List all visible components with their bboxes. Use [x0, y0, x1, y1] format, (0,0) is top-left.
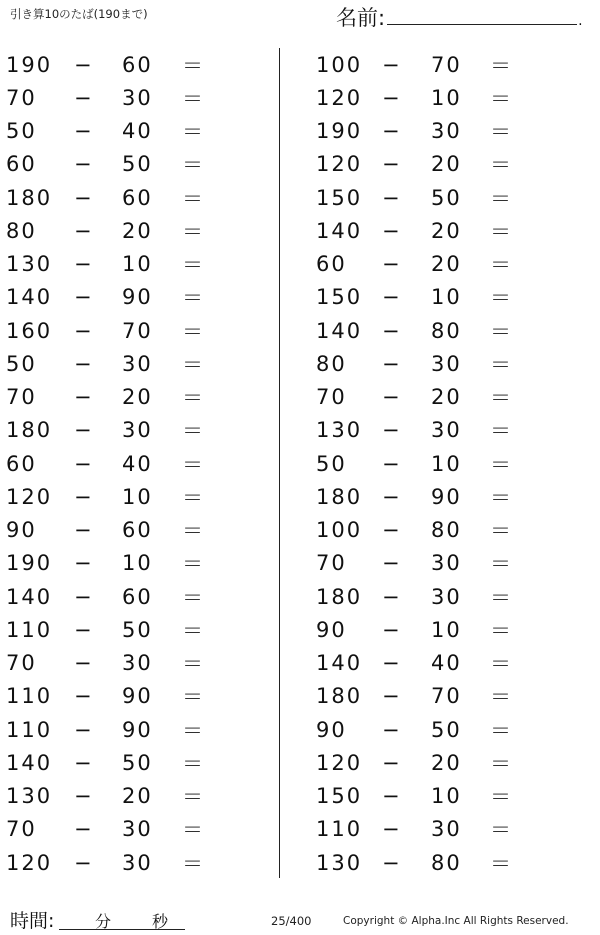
minuend: 120 — [316, 152, 363, 177]
page-number: 25/400 — [271, 914, 312, 928]
equals-sign: ＝ — [182, 53, 205, 78]
subtrahend: 30 — [431, 119, 462, 144]
minuend: 150 — [316, 784, 363, 809]
minus-sign: − — [74, 551, 94, 576]
minus-sign: − — [74, 617, 94, 642]
subtrahend: 30 — [431, 817, 462, 842]
minus-sign: − — [74, 185, 94, 210]
equals-sign: ＝ — [490, 519, 513, 544]
minus-sign: − — [382, 351, 402, 376]
subtrahend: 40 — [122, 119, 153, 144]
seconds-label: 秒 — [152, 912, 169, 931]
subtrahend: 40 — [431, 651, 462, 676]
subtrahend: 80 — [431, 518, 462, 543]
minus-sign: − — [382, 451, 402, 476]
minus-sign: − — [382, 750, 402, 775]
minuend: 90 — [316, 617, 347, 642]
equals-sign: ＝ — [490, 419, 513, 444]
subtrahend: 50 — [122, 750, 153, 775]
minus-sign: − — [74, 351, 94, 376]
minus-sign: − — [382, 119, 402, 144]
equals-sign: ＝ — [490, 485, 513, 510]
minuend: 60 — [316, 252, 347, 277]
minuend: 110 — [316, 817, 363, 842]
minuend: 100 — [316, 518, 363, 543]
equals-sign: ＝ — [182, 419, 205, 444]
subtrahend: 50 — [431, 717, 462, 742]
equals-sign: ＝ — [490, 851, 513, 876]
subtrahend: 50 — [122, 152, 153, 177]
minus-sign: − — [74, 52, 94, 77]
subtrahend: 80 — [431, 850, 462, 875]
equals-sign: ＝ — [490, 652, 513, 677]
minuend: 70 — [6, 385, 37, 410]
minuend: 90 — [6, 518, 37, 543]
minuend: 160 — [6, 318, 53, 343]
minuend: 140 — [316, 651, 363, 676]
equals-sign: ＝ — [490, 253, 513, 278]
subtrahend: 30 — [122, 418, 153, 443]
equals-sign: ＝ — [182, 253, 205, 278]
minus-sign: − — [382, 252, 402, 277]
minuend: 120 — [316, 750, 363, 775]
equals-sign: ＝ — [490, 319, 513, 344]
subtrahend: 30 — [122, 651, 153, 676]
equals-sign: ＝ — [182, 86, 205, 111]
minus-sign: − — [74, 584, 94, 609]
subtrahend: 60 — [122, 584, 153, 609]
equals-sign: ＝ — [490, 718, 513, 743]
equals-sign: ＝ — [490, 153, 513, 178]
minuend: 110 — [6, 684, 53, 709]
equals-sign: ＝ — [182, 286, 205, 311]
minuend: 140 — [6, 285, 53, 310]
equals-sign: ＝ — [182, 485, 205, 510]
equals-sign: ＝ — [182, 386, 205, 411]
equals-sign: ＝ — [490, 618, 513, 643]
equals-sign: ＝ — [182, 219, 205, 244]
subtrahend: 60 — [122, 185, 153, 210]
equals-sign: ＝ — [490, 585, 513, 610]
equals-sign: ＝ — [490, 785, 513, 810]
minutes-label: 分 — [95, 912, 112, 931]
minuend: 180 — [6, 418, 53, 443]
equals-sign: ＝ — [490, 219, 513, 244]
minus-sign: − — [74, 750, 94, 775]
minuend: 150 — [316, 285, 363, 310]
subtrahend: 10 — [122, 252, 153, 277]
name-label: 名前: — [336, 6, 386, 30]
minuend: 140 — [316, 318, 363, 343]
subtrahend: 30 — [431, 551, 462, 576]
minuend: 150 — [316, 185, 363, 210]
minuend: 190 — [6, 551, 53, 576]
copyright-text: Copyright © Alpha.Inc All Rights Reserved. — [343, 915, 569, 927]
subtrahend: 90 — [122, 684, 153, 709]
minuend: 70 — [316, 385, 347, 410]
minuend: 180 — [316, 484, 363, 509]
subtrahend: 10 — [431, 85, 462, 110]
minuend: 120 — [6, 850, 53, 875]
equals-sign: ＝ — [490, 352, 513, 377]
minuend: 190 — [316, 119, 363, 144]
minus-sign: − — [382, 484, 402, 509]
minuend: 70 — [6, 651, 37, 676]
subtrahend: 30 — [431, 584, 462, 609]
equals-sign: ＝ — [182, 718, 205, 743]
equals-sign: ＝ — [182, 818, 205, 843]
minus-sign: − — [382, 85, 402, 110]
equals-sign: ＝ — [182, 552, 205, 577]
minus-sign: − — [74, 385, 94, 410]
minus-sign: − — [74, 252, 94, 277]
minus-sign: − — [74, 850, 94, 875]
minuend: 80 — [6, 218, 37, 243]
minus-sign: − — [382, 285, 402, 310]
subtrahend: 70 — [122, 318, 153, 343]
minus-sign: − — [382, 318, 402, 343]
minus-sign: − — [382, 617, 402, 642]
minus-sign: − — [382, 418, 402, 443]
minus-sign: − — [74, 451, 94, 476]
minus-sign: − — [382, 218, 402, 243]
subtrahend: 20 — [431, 152, 462, 177]
minus-sign: − — [74, 85, 94, 110]
subtrahend: 10 — [431, 285, 462, 310]
equals-sign: ＝ — [490, 53, 513, 78]
subtrahend: 30 — [122, 85, 153, 110]
minuend: 140 — [6, 584, 53, 609]
minus-sign: − — [382, 817, 402, 842]
equals-sign: ＝ — [490, 186, 513, 211]
subtrahend: 20 — [122, 784, 153, 809]
minuend: 130 — [316, 418, 363, 443]
minus-sign: − — [382, 518, 402, 543]
minus-sign: − — [382, 52, 402, 77]
minus-sign: − — [74, 717, 94, 742]
subtrahend: 20 — [122, 385, 153, 410]
subtrahend: 20 — [431, 385, 462, 410]
minuend: 50 — [6, 119, 37, 144]
minuend: 60 — [6, 152, 37, 177]
minus-sign: − — [382, 584, 402, 609]
subtrahend: 40 — [122, 451, 153, 476]
minuend: 80 — [316, 351, 347, 376]
minuend: 190 — [6, 52, 53, 77]
equals-sign: ＝ — [490, 120, 513, 145]
minus-sign: − — [382, 185, 402, 210]
minus-sign: − — [382, 385, 402, 410]
minuend: 130 — [6, 784, 53, 809]
minuend: 180 — [316, 584, 363, 609]
equals-sign: ＝ — [182, 352, 205, 377]
minus-sign: − — [74, 285, 94, 310]
equals-sign: ＝ — [182, 585, 205, 610]
equals-sign: ＝ — [490, 685, 513, 710]
equals-sign: ＝ — [182, 452, 205, 477]
equals-sign: ＝ — [490, 386, 513, 411]
subtrahend: 30 — [122, 850, 153, 875]
column-divider — [279, 48, 280, 878]
subtrahend: 30 — [431, 351, 462, 376]
subtrahend: 60 — [122, 518, 153, 543]
equals-sign: ＝ — [490, 86, 513, 111]
minus-sign: − — [74, 152, 94, 177]
equals-sign: ＝ — [182, 186, 205, 211]
minus-sign: − — [74, 651, 94, 676]
minuend: 110 — [6, 617, 53, 642]
equals-sign: ＝ — [182, 153, 205, 178]
minus-sign: − — [74, 119, 94, 144]
subtrahend: 50 — [431, 185, 462, 210]
subtrahend: 30 — [431, 418, 462, 443]
name-end-dot: . — [578, 13, 583, 29]
equals-sign: ＝ — [182, 685, 205, 710]
minus-sign: − — [74, 218, 94, 243]
subtrahend: 80 — [431, 318, 462, 343]
minuend: 50 — [6, 351, 37, 376]
subtrahend: 90 — [122, 285, 153, 310]
minus-sign: − — [382, 717, 402, 742]
equals-sign: ＝ — [182, 851, 205, 876]
equals-sign: ＝ — [490, 286, 513, 311]
equals-sign: ＝ — [182, 652, 205, 677]
minuend: 120 — [316, 85, 363, 110]
subtrahend: 10 — [431, 617, 462, 642]
minuend: 70 — [6, 817, 37, 842]
footer — [0, 906, 600, 935]
equals-sign: ＝ — [182, 120, 205, 145]
subtrahend: 70 — [431, 52, 462, 77]
minuend: 60 — [6, 451, 37, 476]
equals-sign: ＝ — [182, 785, 205, 810]
minus-sign: − — [382, 850, 402, 875]
minuend: 50 — [316, 451, 347, 476]
minuend: 130 — [6, 252, 53, 277]
subtrahend: 60 — [122, 52, 153, 77]
subtrahend: 20 — [431, 750, 462, 775]
subtrahend: 30 — [122, 817, 153, 842]
subtrahend: 10 — [431, 784, 462, 809]
equals-sign: ＝ — [490, 818, 513, 843]
subtrahend: 20 — [122, 218, 153, 243]
minus-sign: − — [382, 684, 402, 709]
minuend: 70 — [316, 551, 347, 576]
subtrahend: 10 — [122, 484, 153, 509]
minus-sign: − — [74, 684, 94, 709]
minuend: 70 — [6, 85, 37, 110]
subtrahend: 10 — [122, 551, 153, 576]
minus-sign: − — [74, 318, 94, 343]
worksheet-title: 引き算10のたば(190まで) — [10, 7, 148, 21]
minuend: 130 — [316, 850, 363, 875]
subtrahend: 20 — [431, 218, 462, 243]
subtrahend: 30 — [122, 351, 153, 376]
minuend: 110 — [6, 717, 53, 742]
minuend: 180 — [316, 684, 363, 709]
minus-sign: − — [74, 518, 94, 543]
equals-sign: ＝ — [182, 519, 205, 544]
minuend: 140 — [6, 750, 53, 775]
subtrahend: 10 — [431, 451, 462, 476]
equals-sign: ＝ — [182, 319, 205, 344]
minus-sign: − — [382, 152, 402, 177]
equals-sign: ＝ — [182, 618, 205, 643]
minus-sign: − — [382, 784, 402, 809]
equals-sign: ＝ — [490, 552, 513, 577]
time-label: 時間: — [10, 910, 55, 932]
equals-sign: ＝ — [490, 751, 513, 776]
equals-sign: ＝ — [182, 751, 205, 776]
minus-sign: − — [382, 551, 402, 576]
minuend: 90 — [316, 717, 347, 742]
subtrahend: 70 — [431, 684, 462, 709]
name-field[interactable] — [336, 2, 583, 32]
subtrahend: 50 — [122, 617, 153, 642]
subtrahend: 20 — [431, 252, 462, 277]
minus-sign: − — [74, 784, 94, 809]
name-underline[interactable] — [387, 8, 577, 25]
minuend: 140 — [316, 218, 363, 243]
minuend: 180 — [6, 185, 53, 210]
minus-sign: − — [74, 484, 94, 509]
minuend: 120 — [6, 484, 53, 509]
minuend: 100 — [316, 52, 363, 77]
subtrahend: 90 — [122, 717, 153, 742]
minus-sign: − — [382, 651, 402, 676]
equals-sign: ＝ — [490, 452, 513, 477]
subtrahend: 90 — [431, 484, 462, 509]
minus-sign: − — [74, 817, 94, 842]
minus-sign: − — [74, 418, 94, 443]
